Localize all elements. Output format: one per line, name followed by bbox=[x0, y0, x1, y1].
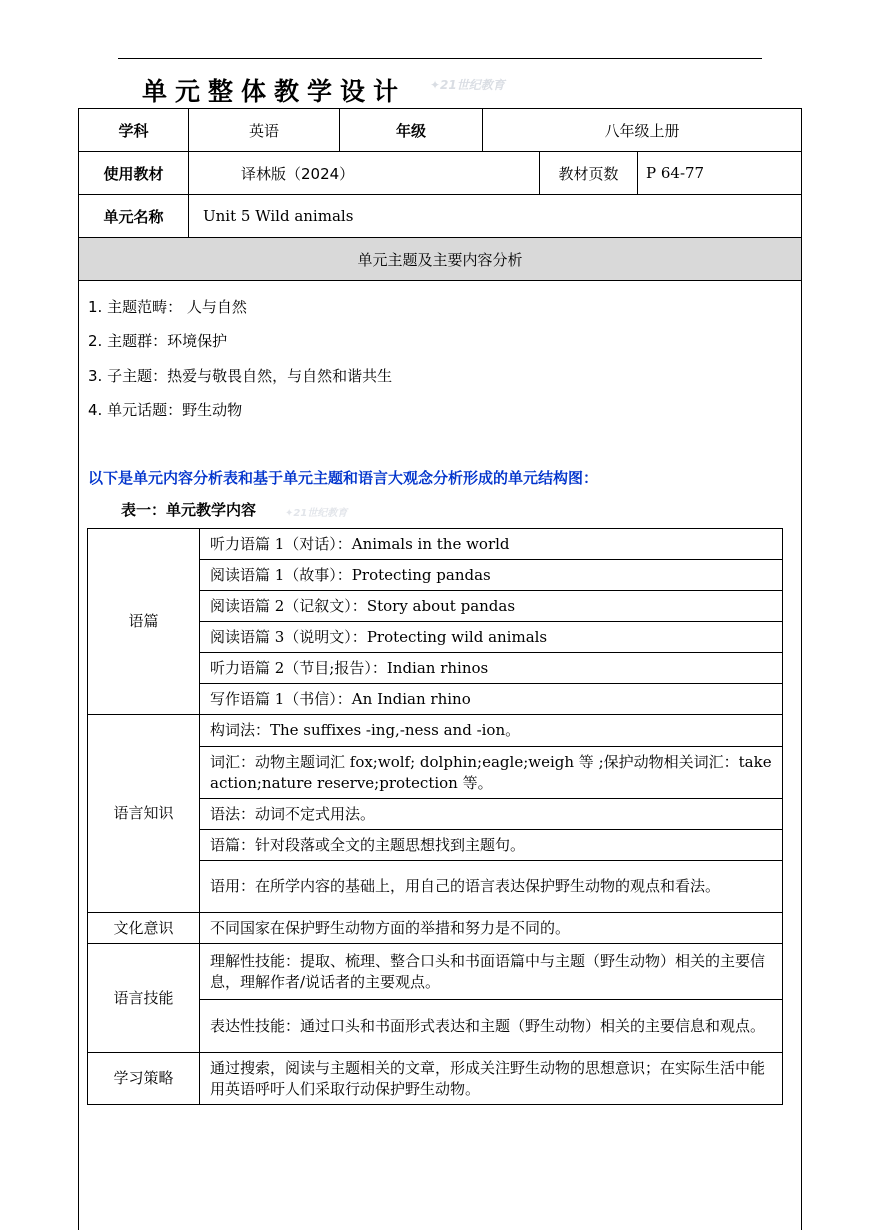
section-title: 单元主题及主要内容分析 bbox=[79, 238, 802, 281]
strategy-item: 通过搜索，阅读与主题相关的文章，形成关注野生动物的思想意识；在实际生活中能用英语呼吁人们采取行动保护野生动物。 bbox=[200, 1053, 783, 1105]
grade-value: 八年级上册 bbox=[483, 109, 802, 152]
skills-label: 语言技能 bbox=[88, 944, 200, 1053]
unit-label: 单元名称 bbox=[79, 195, 189, 238]
topic-group: 2. 主题群：环境保护 bbox=[88, 332, 228, 350]
topic-category: 1. 主题范畴： 人与自然 bbox=[88, 298, 247, 316]
strategy-label: 学习策略 bbox=[88, 1053, 200, 1105]
pages-value: P 64-77 bbox=[638, 152, 802, 195]
knowledge-item: 语法：动词不定式用法。 bbox=[200, 799, 783, 830]
text-item: 阅读语篇 2（记叙文）：Story about pandas bbox=[200, 591, 783, 622]
skills-item: 表达性技能：通过口头和书面形式表达和主题（野生动物）相关的主要信息和观点。 bbox=[200, 1000, 783, 1053]
text-item: 阅读语篇 1（故事）：Protecting pandas bbox=[200, 560, 783, 591]
culture-label: 文化意识 bbox=[88, 913, 200, 944]
unit-row bbox=[79, 195, 802, 238]
textbook-row bbox=[79, 152, 802, 195]
pages-label: 教材页数 bbox=[540, 152, 638, 195]
top-rule bbox=[118, 58, 762, 59]
knowledge-item: 语篇：针对段落或全文的主题思想找到主题句。 bbox=[200, 830, 783, 861]
texts-label: 语篇 bbox=[88, 529, 200, 715]
knowledge-item: 词汇：动物主题词汇 fox;wolf; dolphin;eagle;weigh 等 ;保护动物相关词汇：take action;nature reserve;protection 等。 bbox=[200, 747, 783, 799]
text-item: 写作语篇 1（书信）：An Indian rhino bbox=[200, 684, 783, 715]
textbook-label: 使用教材 bbox=[79, 152, 189, 195]
section-title-row bbox=[79, 238, 802, 281]
watermark-logo-small: ✦21世纪教育 bbox=[285, 508, 348, 519]
knowledge-label: 语言知识 bbox=[88, 715, 200, 913]
teaching-content-table bbox=[87, 528, 783, 1105]
knowledge-item: 构词法：The suffixes -ing,-ness and -ion。 bbox=[200, 715, 783, 747]
knowledge-item: 语用：在所学内容的基础上，用自己的语言表达保护野生动物的观点和看法。 bbox=[200, 861, 783, 913]
text-item: 阅读语篇 3（说明文）：Protecting wild animals bbox=[200, 622, 783, 653]
skills-item: 理解性技能：提取、梳理、整合口头和书面语篇中与主题（野生动物）相关的主要信息，理解作者/说话者的主要观点。 bbox=[200, 944, 783, 1000]
sub-topic: 3. 子主题：热爱与敬畏自然，与自然和谐共生 bbox=[88, 367, 393, 385]
culture-item: 不同国家在保护野生动物方面的举措和努力是不同的。 bbox=[200, 913, 783, 944]
analysis-intro: 以下是单元内容分析表和基于单元主题和语言大观念分析形成的单元结构图： bbox=[88, 469, 599, 487]
subject-row bbox=[79, 109, 802, 152]
text-item: 听力语篇 1（对话）：Animals in the world bbox=[200, 529, 783, 560]
grade-label: 年级 bbox=[340, 109, 483, 152]
textbook-value: 译林版（2024） bbox=[189, 152, 540, 195]
unit-value: Unit 5 Wild animals bbox=[189, 195, 802, 238]
subject-value: 英语 bbox=[189, 109, 340, 152]
document-title: 单元整体教学设计 bbox=[142, 77, 407, 106]
header-table bbox=[78, 108, 802, 281]
watermark-logo: ✦21世纪教育 bbox=[430, 78, 505, 92]
subject-label: 学科 bbox=[79, 109, 189, 152]
text-item: 听力语篇 2（节目;报告）：Indian rhinos bbox=[200, 653, 783, 684]
unit-topic: 4. 单元话题：野生动物 bbox=[88, 401, 243, 419]
table-caption: 表一：单元教学内容 bbox=[121, 501, 257, 519]
